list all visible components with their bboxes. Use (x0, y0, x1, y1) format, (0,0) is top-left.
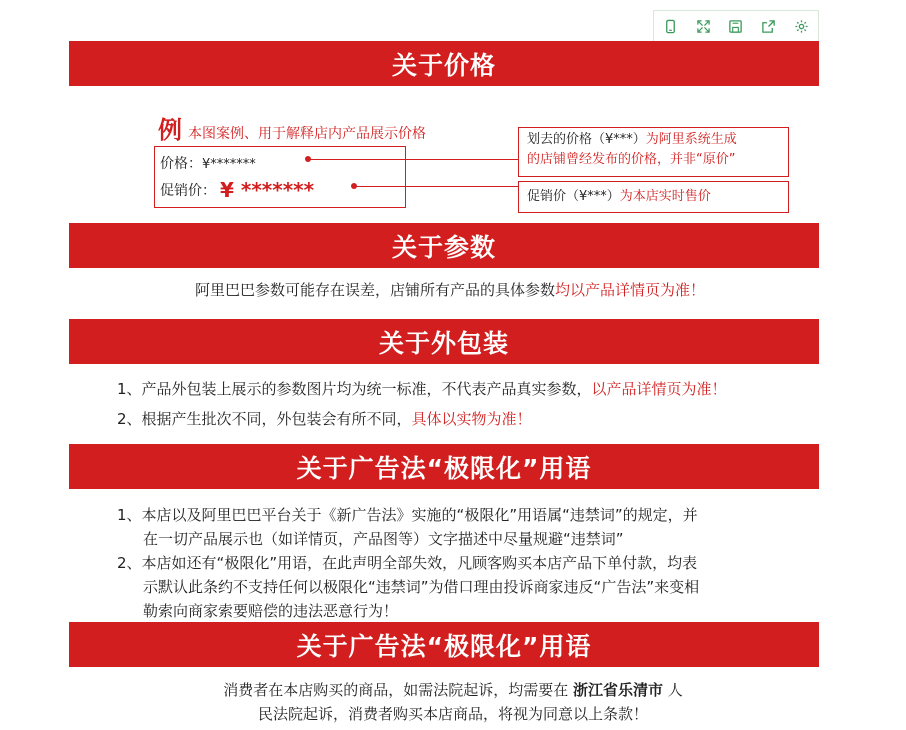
share-icon[interactable] (760, 17, 778, 35)
params-text-red: 均以产品详情页为准！ (555, 281, 706, 299)
jurisdiction-line-1 (0, 678, 906, 702)
section-jurisdiction-title: 关于广告法“极限化”用语 (296, 631, 592, 661)
packaging-item-2-red: 具体以实物为准！ (411, 410, 532, 428)
example-text: 本图案例、用于解释店内产品展示价格 (188, 126, 426, 142)
promo-connector-line (356, 186, 518, 187)
price-value: ¥******* (202, 157, 256, 172)
promo-row (160, 178, 314, 202)
section-packaging-title: 关于外包装 (378, 328, 509, 358)
promo-label: 促销价： (160, 183, 216, 199)
example-mark: 例 (158, 116, 182, 144)
jurisdiction-location: 浙江省乐清市 (572, 681, 663, 699)
adlaw-item-2-line-3: 勒索向商家索要赔偿的违法恶意行为！ (143, 602, 399, 620)
params-note (195, 278, 705, 302)
callout-promo-red: 为本店实时售价 (619, 189, 711, 204)
promo-value: ¥ ******* (220, 178, 315, 202)
jurisdiction-line-2: 民法院起诉，消费者购买本店商品，将视为同意以上条款！ (257, 705, 648, 723)
price-row (160, 153, 256, 173)
packaging-item-2-text: 2、根据产生批次不同，外包装会有所不同， (117, 410, 412, 428)
image-toolbar (653, 10, 819, 42)
section-params-title: 关于参数 (391, 232, 496, 262)
expand-icon[interactable] (694, 17, 712, 35)
adlaw-item-1-line-2: 在一切产品展示也（如详情页，产品图等）文字描述中尽量规避“违禁词” (143, 530, 624, 548)
jurisdiction-note (0, 678, 906, 726)
callout-struck-red: 为阿里系统生成 (645, 132, 737, 147)
packaging-item-1-text: 1、产品外包装上展示的参数图片均为统一标准，不代表产品真实参数， (117, 380, 592, 398)
callout-promo-black: 促销价（¥***） (527, 189, 620, 204)
example-heading (158, 110, 426, 145)
section-jurisdiction-banner (69, 622, 819, 667)
section-adlaw-banner (69, 444, 819, 489)
section-packaging-banner (69, 319, 819, 364)
section-params-banner (69, 223, 819, 268)
packaging-item-2 (117, 407, 532, 431)
price-connector-line (310, 159, 518, 160)
packaging-item-1-red: 以产品详情页为准！ (591, 380, 727, 398)
jurisdiction-line-1-a: 消费者在本店购买的商品，如需法院起诉，均需要在 (223, 681, 573, 699)
callout-struck-line2: 的店铺曾经发布的价格，并非“原价” (527, 152, 736, 167)
callout-promo-price (518, 181, 789, 213)
section-price-title: 关于价格 (391, 50, 496, 80)
callout-struck-price (518, 127, 789, 177)
price-label: 价格： (160, 156, 202, 172)
packaging-item-1 (117, 377, 727, 401)
adlaw-item-2-line-2: 示默认此条约不支持任何以极限化“违禁词”为借口理由投诉商家违反“广告法”来变相 (143, 578, 700, 596)
callout-struck-line1 (527, 130, 780, 150)
jurisdiction-line-1-c: 人 (663, 681, 683, 699)
phone-icon[interactable] (661, 17, 679, 35)
settings-icon[interactable] (793, 17, 811, 35)
callout-struck-black: 划去的价格（¥***） (527, 132, 646, 147)
params-text: 阿里巴巴参数可能存在误差，店铺所有产品的具体参数 (195, 281, 556, 299)
section-adlaw-title: 关于广告法“极限化”用语 (296, 453, 592, 483)
adlaw-item-1-line-1: 1、本店以及阿里巴巴平台关于《新广告法》实施的“极限化”用语属“违禁词”的规定，并 (117, 506, 698, 524)
section-price-banner (69, 41, 819, 86)
adlaw-items (117, 503, 817, 623)
adlaw-item-2-line-1: 2、本店如还有“极限化”用语，在此声明全部失效，凡顾客购买本店产品下单付款，均表 (117, 554, 698, 572)
save-icon[interactable] (727, 17, 745, 35)
